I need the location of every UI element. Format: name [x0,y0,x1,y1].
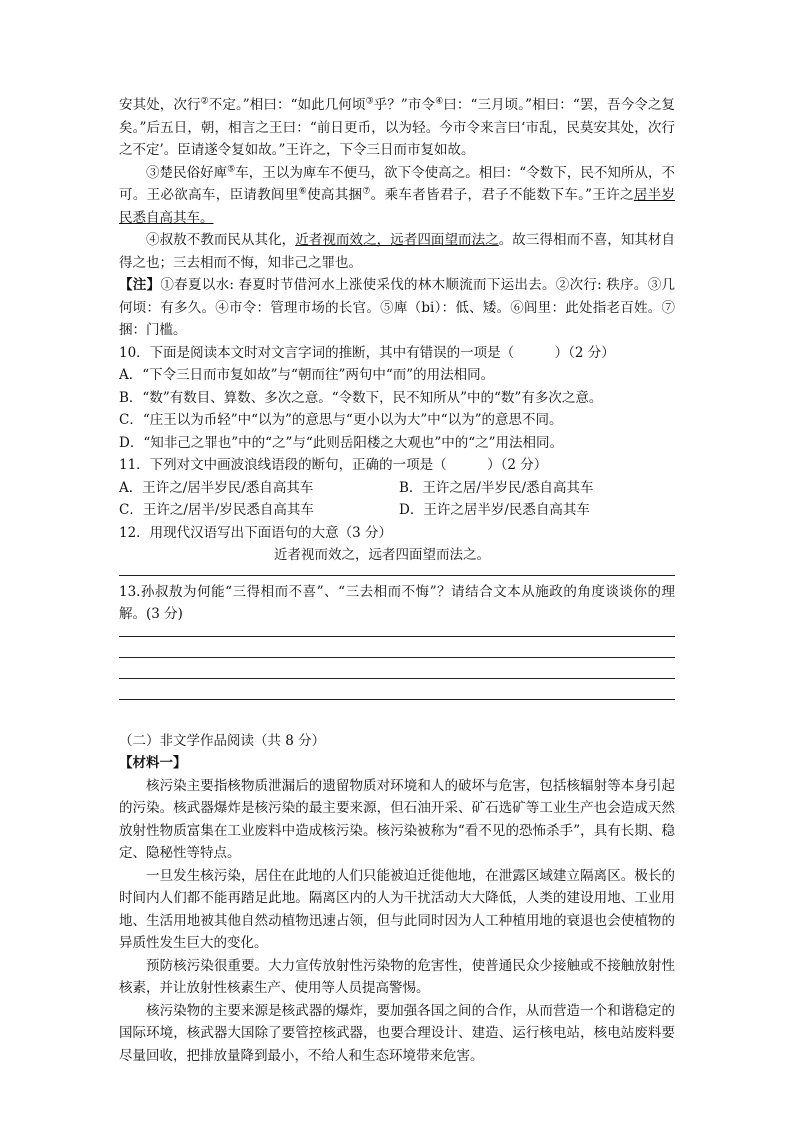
footnote-mark: ⑥ [298,186,308,197]
text: 安其处，次行 [119,97,201,113]
question-11-option-a: A．王许之/居半岁民/悉自高其车 [119,479,314,496]
question-10-option-b: B．“数”有数目、算数、多次之意。“令数下，民不知所从”中的“数”有多次之意。 [119,389,603,406]
question-10-option-a: A．“下令三日而市复如故”与“朝而往”两句中“而”的用法相同。 [119,367,495,383]
text: 。故三得相而不喜，知其材自得之也；三去相而不悔，知非己之罪也。 [119,232,676,271]
footnote-mark: ④ [435,96,444,107]
text: 使高其捆 [307,187,363,203]
footnote-mark: ⑦ [362,186,371,197]
annotation-note [119,274,675,342]
material-paragraph-4: 核污染物的主要来源是核武器的爆炸，要加强各国之间的合作，从而营造一个和谐稳定的国际环境，核武器大国除了要管控核武器，也要合理设计、建造、运行核电站，核电站废料要尽量回收，把排放量降到最小，不给人和生态环境带来危害。 [119,1002,675,1064]
text: 车，王以为庳车不便马，欲下令使高之。相曰：“令数下，民不知所从，不可。王必欲高车，臣请教闾里 [119,164,675,203]
question-10-option-d: D．“知非己之罪也”中的“之”与“此则岳阳楼之大观也”中的“之”用法相同。 [119,434,564,451]
text: ③楚民俗好庳 [146,164,228,181]
text: 乎？”市令 [373,97,436,113]
footnote-mark: ② [200,96,209,107]
question-11-option-c: C．王许之/居半/岁民悉自高其车 [119,502,314,518]
question-11-stem: 11．下列对文中画波浪线语段的断句，正确的一项是（ ）（2 分） [119,457,548,473]
underlined-sentence: 近者视而效之，远者四面望而法之 [295,232,499,248]
section-2-title: （二）非文学作品阅读（共 8 分） [119,732,326,749]
footnote-mark: ③ [365,96,374,107]
note-text: ①春夏以水: 春夏时节借河水上涨使采伐的林木顺流而下运出去。②次行: 秩序。③几何顷：有多久。④市令：管理市场的长官。⑤庳（bi）：低、矮。⑥闾里：此处指老百姓。⑦捆：门槛。 [119,277,675,338]
passage-paragraph-2 [119,162,675,230]
material-1-heading: 【材料一】 [119,755,187,771]
passage-paragraph-1 [119,94,675,162]
note-label: 【注】 [119,277,161,293]
text: 。乘车者皆君子，君子不能数下车。”王许之 [370,187,634,203]
wavy-underlined-segment: 居半岁民悉自高其车。 [119,187,676,226]
footnote-mark: ⑤ [227,164,236,174]
question-13-stem: 13.孙叔敖为何能“三得相而不喜”、“三去相而不悔”？请结合文本从施政的角度谈谈你的理解。(3 分) [119,583,675,622]
question-12-sentence: 近者视而效之，远者四面望而法之。 [274,547,490,563]
text: 曰：“三月顷。”相曰：“罢，吾今令之复矣。”后五日，朝，相言之王曰：“前日更币，以为轻。今市令来言曰‘市乱，民莫安其处，次行之不定’。臣请遂令复如故。”王许之，下令三日而市复如故。 [119,97,675,158]
material-paragraph-1: 核污染主要指核物质泄漏后的遗留物质对环境和人的破坏与危害，包括核辐射等本身引起的污染。核武器爆炸是核污染的最主要来源，但石油开采、矿石选矿等工业生产也会造成天然放射性物质富集在工业废料中造成核污染。核污染被称为“看不见的恐怖杀手”，具有长期、稳定、隐秘性等特点。 [119,777,675,861]
material-paragraph-3: 预防核污染很重要。大力宣传放射性污染物的危害性，使普通民众少接触或不接触放射性核素，并让放射性核素生产、使用等人员提高警惕。 [119,957,675,996]
question-11-option-d: D．王许之居半岁/民悉自高其车 [399,502,590,518]
question-10-stem: 10．下面是阅读本文时对文言字词的推断，其中有错误的一项是（ ）（2 分） [119,344,615,361]
text: ④叔敖不教而民从其化， [146,232,296,248]
question-11-options [119,477,675,522]
material-paragraph-2: 一旦发生核污染，居住在此地的人们只能被迫迁徙他地，在泄露区域建立隔离区。极长的时间内人们都不能再踏足此地。隔离区内的人为干扰活动大大降低，人类的建设用地、工业用地、生活用地被其他自然动植物迅速占领，但与此同时因为人工种植用地的衰退也会使植物的异质性发生巨大的变化。 [119,867,675,951]
question-12-stem: 12．用现代汉语写出下面语句的大意（3 分） [119,524,393,541]
passage-paragraph-3 [119,229,675,274]
question-11-option-b: B．王许之居/半岁民/悉自高其车 [399,479,594,496]
exam-page [119,94,675,1067]
question-10-option-c: C．“庄王以为币轻”中“以为”的意思与“更小以为大”中“以为”的意思不同。 [119,412,563,428]
text: 不定。”相曰：“如此几何顷 [208,97,366,113]
